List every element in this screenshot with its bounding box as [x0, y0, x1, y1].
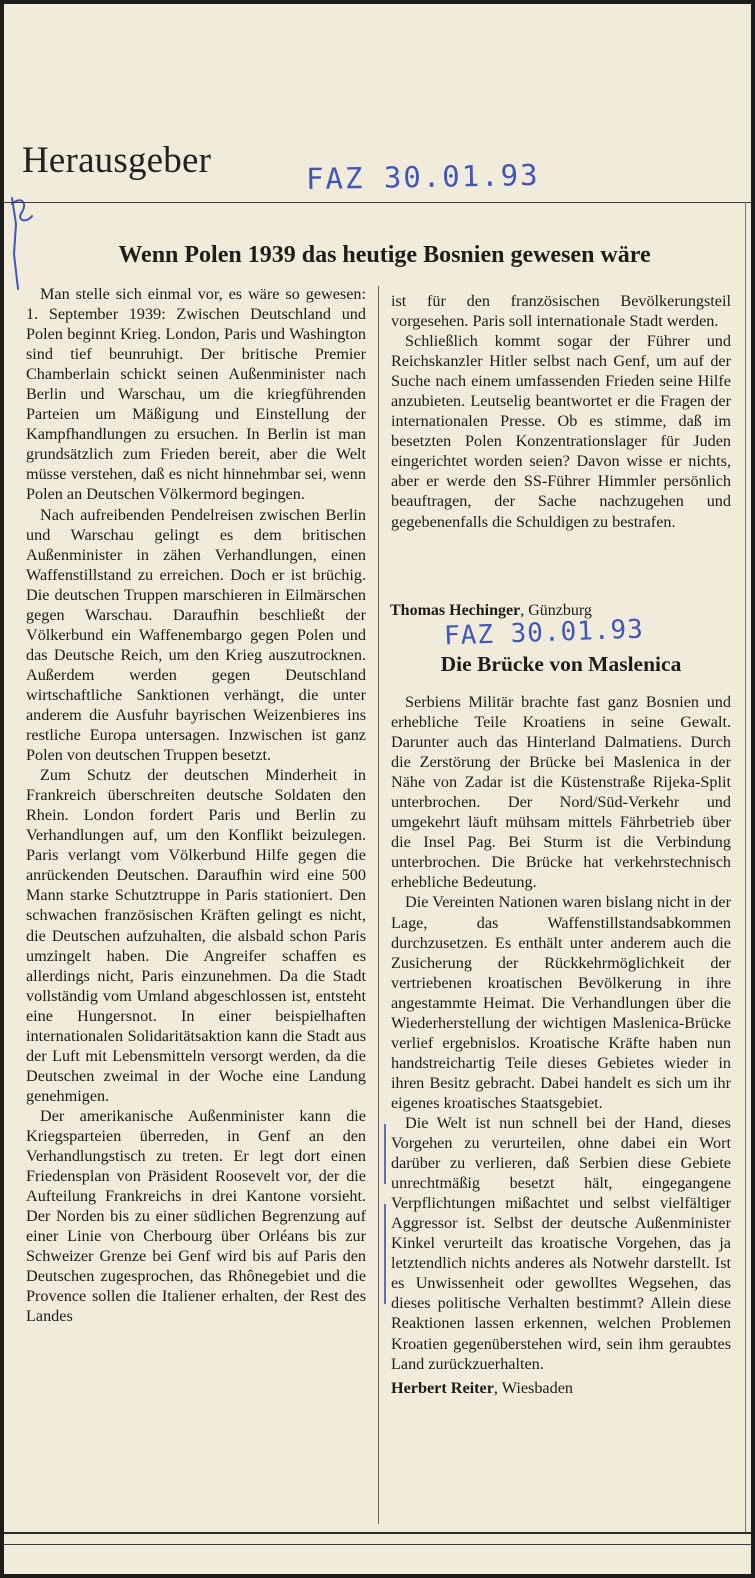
- paragraph: Die Welt ist nun schnell bei der Hand, dieses Vorgehen zu verurteilen, ohne dabei ein Wort darüber zu verlieren, daß Serbien diese Gebiete unrechtmäßig besetzt hält, eingegangene Verpflichtungen mißachtet und selbst vielfältiger Aggressor ist. Selbst der deutsche Außenminister Kinkel verurteilt das kroatische Vorgehen, das ja letztendlich nichts anderes als Notwehr darstellt. Ist es Unwissenheit oder gewolltes Wegsehen, das dieses politische Verhalten bestimmt? Allein diese Reaktionen lassen erkennen, welchen Problemen Kroatien gegenüberstehen wird, sein ihm geraubtes Land zurückzuerhalten.: [391, 1113, 731, 1373]
- author-city: , Günzburg: [520, 602, 592, 619]
- author-city: , Wiesbaden: [493, 1378, 573, 1397]
- header-rule: [4, 202, 751, 203]
- author-name: Thomas Hechinger: [390, 602, 521, 619]
- letter-headline: Die Brücke von Maslenica: [440, 652, 682, 676]
- paragraph: Die Vereinten Nationen waren bislang nicht in der Lage, das Waffenstillstandsabkommen durchzusetzen. Es enthält unter anderem auch die Zusicherung der Rückkehrmöglichkeit der vertriebenen kroatischen Bevölkerung in ihre angestammte Heimat. Die Verhandlungen über die Wiederherstellung der wichtigen Maslenica-Brücke verlief ergebnislos. Kroatische Kräfte haben nun handstreichartig Teile dieses Gebietes wieder in ihren Besitz gebracht. Dabei handelt es sich um ihr eigenes kroatisches Staatsgebiet.: [391, 893, 731, 1112]
- pen-mark-icon: [384, 1204, 386, 1304]
- footer-rule: [4, 1532, 751, 1534]
- letter-body: [391, 692, 731, 1398]
- paragraph: Man stelle sich einmal vor, es wäre so gewesen: 1. September 1939: Zwischen Deutschland und Polen beginnt Krieg. London, Paris und Washington sind tief beunruhigt. Der britische Premier Chamberlain schickt seinen Außenminister nach Berlin und Warschau, um die kriegführenden Parteien um Mäßigung und Einstellung der Kampfhandlungen zu ersuchen. In Berlin ist man grundsätzlich zum Frieden bereit, aber die Welt müsse verstehen, daß es nicht hinnehmbar sei, wenn Polen an Deutschen Völkermord begingen.: [26, 285, 366, 504]
- letter-body-left-column: [26, 284, 366, 1326]
- paragraph: Nach aufreibenden Pendelreisen zwischen Berlin und Warschau gelingt es dem britischen Außenminister in zähen Verhandlungen, einen Waffenstillstand zu erreichen. Doch er ist brüchig. Die deutschen Truppen marschieren in Eilmärschen gegen Warschau. Daraufhin beschließt der Völkerbund ein Waffenembargo gegen Polen und das Deutsche Reich, um den Krieg auszutrocknen. Außerdem werden gegen Deutschland wirtschaftliche Sanktionen verhängt, die unter anderem die Ausfuhr bayrischen Weizenbieres ins restliche Europa untersagen. Inzwischen ist ganz Polen von deutschen Truppen besetzt.: [26, 505, 366, 765]
- clipping-edge: [745, 202, 746, 1532]
- pen-mark-icon: [384, 1124, 386, 1184]
- letter-body-right-column: [391, 291, 731, 532]
- paragraph: Schließlich kommt sogar der Führer und Reichskanzler Hitler selbst nach Genf, um auf der Suche nach einem umfassenden Frieden seine Hilfe anzubieten. Leutselig beantwortet er die Fragen der internationalen Presse. Ob es stimme, daß im besetzten Polen Konzentrationslager für Juden eingerichtet worden seien? Davon wisse er nichts, aber er werde den SS-Führer Himmler persönlich beauftragen, der Sache nachzugehen und gegebenenfalls die Schuldigen zu bestrafen.: [391, 332, 731, 531]
- letter-headline: Wenn Polen 1939 das heutige Bosnien gewesen wäre: [118, 242, 651, 268]
- paragraph: Serbiens Militär brachte fast ganz Bosnien und erhebliche Teile Kroatiens in seine Gewalt. Darunter auch das Hinterland Dalmatiens. Durch die Zerstörung der Brücke bei Maslenica in der Nähe von Zadar ist die Küstenstraße Rijeka-Split unterbrochen. Der Nord/Süd-Verkehr und umgekehrt läuft mühsam mittels Fährbetrieb über die Insel Pag. Bei Sturm ist die Verbindung unterbrochen. Die Brücke hat verkehrstechnisch erhebliche Bedeutung.: [391, 693, 731, 892]
- paragraph: ist für den französischen Bevölkerungsteil vorgesehen. Paris soll internationale Stadt werden.: [391, 292, 731, 331]
- paragraph: Der amerikanische Außenminister kann die Kriegsparteien überreden, in Genf an den Verhandlungstisch zu treten. Er legt dort einen Friedensplan von Präsident Roosevelt vor, der die Aufteilung Frankreichs in drei Kantone vorsieht. Der Norden bis zu einer südlichen Begrenzung auf einer Linie von Cherbourg über Orléans bis zur Schweizer Grenze bei Genf wird bis auf Paris den Deutschen zugesprochen, das Rhônegebiet und die Provence sollen die Italiener erhalten, der Rest des Landes: [26, 1106, 366, 1326]
- author-name: Herbert Reiter: [391, 1378, 494, 1397]
- letter-signature: [391, 1378, 731, 1398]
- footer-rule: [4, 1544, 751, 1545]
- column-divider: [378, 286, 379, 1524]
- newspaper-clipping: [4, 4, 751, 1574]
- section-title: Herausgeber: [22, 140, 212, 181]
- handwritten-date-note: FAZ 30.01.93: [305, 157, 540, 197]
- paragraph: Zum Schutz der deutschen Minderheit in Frankreich überschreiten deutsche Soldaten den Rhein. London fordert Paris und Berlin zu Verhandlungen auf, um den Konflikt beizulegen. Paris verlangt vom Völkerbund Hilfe gegen die anrückenden Deutschen. Daraufhin wird eine 500 Mann starke Schutztruppe in Paris stationiert. Den schwachen französischen Kräften gelingt es nicht, die Deutschen aufzuhalten, die alsbald schon Paris umzingelt haben. Die Angreifer schaffen es allerdings nicht, Paris einzunehmen. Da die Stadt vollständig vom Umland abgeschlossen ist, entsteht eine Hungersnot. In einer beispielhaften internationalen Solidaritätsaktion kann die Stadt aus der Luft mit Lebensmitteln versorgt werden, da die Deutschen zweimal in der Woche eine Landung genehmigen.: [26, 766, 366, 1105]
- handwritten-date-note: FAZ 30.01.93: [443, 614, 645, 652]
